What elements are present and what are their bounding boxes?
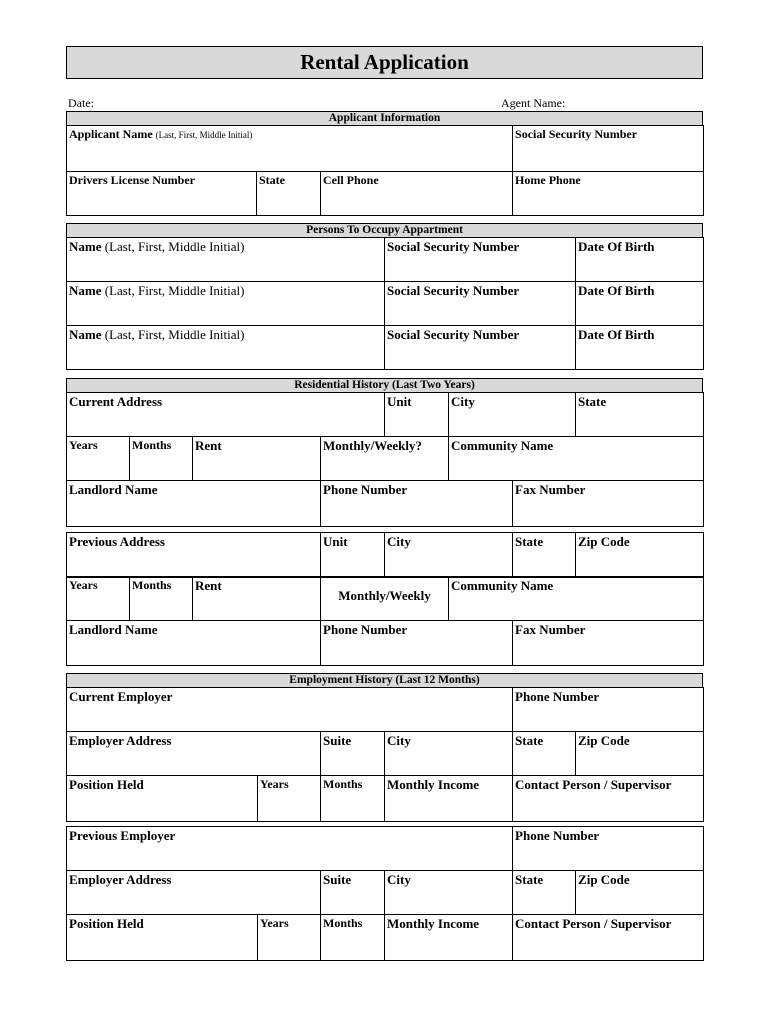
years-label: Years	[260, 777, 289, 791]
occupant-dob-label: Date Of Birth	[578, 239, 655, 254]
applicant-name-hint: (Last, First, Middle Initial)	[155, 130, 253, 140]
previous-landlord-phone-field[interactable]	[321, 621, 513, 666]
dl-state-label: State	[259, 173, 285, 187]
section-residential-history: Residential History (Last Two Years)	[66, 378, 703, 393]
zip-label: Zip Code	[578, 534, 630, 549]
applicant-ssn-field[interactable]	[513, 126, 704, 172]
dl-state-field[interactable]	[257, 172, 321, 216]
employer-address-label: Employer Address	[69, 733, 172, 748]
current-income-field[interactable]	[385, 776, 513, 822]
occupant-name-hint: (Last, First, Middle Initial)	[104, 283, 245, 298]
current-landlord-field[interactable]	[67, 481, 321, 527]
occupant-dob-label: Date Of Birth	[578, 283, 655, 298]
contact-person-label: Contact Person / Supervisor	[515, 916, 672, 931]
current-contact-field[interactable]	[513, 776, 704, 822]
residential-previous-details	[66, 576, 704, 621]
previous-employer-phone-field[interactable]	[513, 827, 704, 871]
current-employer-phone-field[interactable]	[513, 688, 704, 732]
residential-previous-table	[66, 532, 704, 578]
occupant-ssn-label: Social Security Number	[387, 327, 520, 342]
fax-number-label: Fax Number	[515, 622, 586, 637]
months-label: Months	[132, 578, 172, 592]
fax-number-label: Fax Number	[515, 482, 586, 497]
occupant-name-hint: (Last, First, Middle Initial)	[104, 239, 245, 254]
phone-number-label: Phone Number	[515, 828, 600, 843]
cell-phone-label: Cell Phone	[323, 173, 379, 187]
applicant-table	[66, 125, 704, 216]
state-label: State	[515, 872, 544, 887]
position-held-label: Position Held	[69, 777, 144, 792]
residential-previous-landlord	[66, 620, 704, 666]
applicant-name-field[interactable]	[67, 126, 513, 172]
previous-employer-label: Previous Employer	[69, 828, 176, 843]
landlord-name-label: Landlord Name	[69, 482, 158, 497]
occupant-dob-field[interactable]	[576, 282, 704, 326]
residential-current-landlord	[66, 480, 704, 527]
occupant-ssn-field[interactable]	[385, 238, 576, 282]
previous-monthly-weekly-field[interactable]	[321, 577, 449, 621]
current-months-field[interactable]	[130, 437, 193, 481]
occupant-dob-label: Date Of Birth	[578, 327, 655, 342]
previous-state-field[interactable]	[513, 533, 576, 578]
current-landlord-phone-field[interactable]	[321, 481, 513, 527]
previous-employer-state-field[interactable]	[513, 871, 576, 915]
previous-position-field[interactable]	[67, 915, 258, 961]
occupant-ssn-field[interactable]	[385, 326, 576, 370]
state-label: State	[578, 394, 607, 409]
previous-employer-zip-field[interactable]	[576, 871, 704, 915]
position-held-label: Position Held	[69, 916, 144, 931]
current-employer-label: Current Employer	[69, 689, 173, 704]
city-label: City	[451, 394, 475, 409]
occupant-name-label: Name	[69, 327, 102, 342]
previous-community-field[interactable]	[449, 577, 704, 621]
employment-current-table	[66, 687, 704, 822]
current-employer-state-field[interactable]	[513, 732, 576, 776]
years-label: Years	[69, 578, 98, 592]
previous-years-field[interactable]	[67, 577, 130, 621]
occupant-ssn-label: Social Security Number	[387, 283, 520, 298]
previous-unit-field[interactable]	[321, 533, 385, 578]
home-phone-label: Home Phone	[515, 173, 581, 187]
previous-suite-field[interactable]	[321, 871, 385, 915]
previous-address-field[interactable]	[67, 533, 321, 578]
current-employer-city-field[interactable]	[385, 732, 513, 776]
previous-landlord-field[interactable]	[67, 621, 321, 666]
drivers-license-field[interactable]	[67, 172, 257, 216]
occupant-name-label: Name	[69, 283, 102, 298]
zip-label: Zip Code	[578, 872, 630, 887]
city-label: City	[387, 534, 411, 549]
monthly-income-label: Monthly Income	[387, 777, 480, 792]
previous-landlord-fax-field[interactable]	[513, 621, 704, 666]
city-label: City	[387, 872, 411, 887]
current-address-field[interactable]	[67, 393, 385, 437]
section-persons-to-occupy: Persons To Occupy Appartment	[66, 223, 703, 238]
residential-current-details	[66, 436, 704, 481]
previous-job-months-field[interactable]	[321, 915, 385, 961]
current-address-label: Current Address	[69, 394, 163, 409]
current-monthly-weekly-field[interactable]	[321, 437, 449, 481]
contact-person-label: Contact Person / Supervisor	[515, 777, 672, 792]
current-position-field[interactable]	[67, 776, 258, 822]
community-name-label: Community Name	[451, 438, 554, 453]
current-employer-zip-field[interactable]	[576, 732, 704, 776]
months-label: Months	[132, 438, 172, 452]
current-unit-field[interactable]	[385, 393, 449, 437]
previous-city-field[interactable]	[385, 533, 513, 578]
occupant-name-field[interactable]	[67, 326, 385, 370]
current-years-field[interactable]	[67, 437, 130, 481]
previous-employer-address-field[interactable]	[67, 871, 321, 915]
date-label: Date:	[68, 96, 94, 110]
current-state-field[interactable]	[576, 393, 704, 437]
occupant-name-hint: (Last, First, Middle Initial)	[104, 327, 245, 342]
current-city-field[interactable]	[449, 393, 576, 437]
city-label: City	[387, 733, 411, 748]
phone-number-label: Phone Number	[323, 482, 408, 497]
months-label: Months	[323, 777, 363, 791]
current-job-years-field[interactable]	[258, 776, 321, 822]
occupants-table	[66, 237, 704, 370]
previous-employer-field[interactable]	[67, 827, 513, 871]
previous-job-years-field[interactable]	[258, 915, 321, 961]
previous-address-label: Previous Address	[69, 534, 165, 549]
current-rent-field[interactable]	[193, 437, 321, 481]
cell-phone-field[interactable]	[321, 172, 513, 216]
occupant-dob-field[interactable]	[576, 326, 704, 370]
current-suite-field[interactable]	[321, 732, 385, 776]
agent-name-label: Agent Name:	[501, 96, 566, 110]
section-applicant-information: Applicant Information	[66, 111, 703, 126]
current-landlord-fax-field[interactable]	[513, 481, 704, 527]
unit-label: Unit	[323, 534, 348, 549]
state-label: State	[515, 534, 544, 549]
months-label: Months	[323, 916, 363, 930]
suite-label: Suite	[323, 733, 352, 748]
employment-previous-table	[66, 826, 704, 961]
occupant-dob-field[interactable]	[576, 238, 704, 282]
applicant-name-label: Applicant Name	[69, 127, 153, 141]
monthly-income-label: Monthly Income	[387, 916, 480, 931]
form-title: Rental Application	[66, 46, 703, 79]
community-name-label: Community Name	[451, 578, 554, 593]
section-employment-history: Employment History (Last 12 Months)	[66, 673, 703, 688]
unit-label: Unit	[387, 394, 412, 409]
rent-label: Rent	[195, 578, 222, 593]
suite-label: Suite	[323, 872, 352, 887]
monthly-weekly-label: Monthly/Weekly	[338, 588, 431, 603]
phone-number-label: Phone Number	[323, 622, 408, 637]
phone-number-label: Phone Number	[515, 689, 600, 704]
residential-current-table	[66, 392, 704, 437]
current-community-field[interactable]	[449, 437, 704, 481]
previous-contact-field[interactable]	[513, 915, 704, 961]
occupant-name-field[interactable]	[67, 238, 385, 282]
applicant-ssn-label: Social Security Number	[515, 127, 638, 141]
monthly-weekly-label: Monthly/Weekly?	[323, 438, 422, 453]
zip-label: Zip Code	[578, 733, 630, 748]
occupant-name-field[interactable]	[67, 282, 385, 326]
drivers-license-label: Drivers License Number	[69, 173, 195, 187]
previous-months-field[interactable]	[130, 577, 193, 621]
current-employer-field[interactable]	[67, 688, 513, 732]
occupant-ssn-field[interactable]	[385, 282, 576, 326]
previous-income-field[interactable]	[385, 915, 513, 961]
previous-rent-field[interactable]	[193, 577, 321, 621]
state-label: State	[515, 733, 544, 748]
current-employer-address-field[interactable]	[67, 732, 321, 776]
occupant-ssn-label: Social Security Number	[387, 239, 520, 254]
landlord-name-label: Landlord Name	[69, 622, 158, 637]
years-label: Years	[69, 438, 98, 452]
occupant-name-label: Name	[69, 239, 102, 254]
years-label: Years	[260, 916, 289, 930]
home-phone-field[interactable]	[513, 172, 704, 216]
previous-zip-field[interactable]	[576, 533, 704, 578]
rent-label: Rent	[195, 438, 222, 453]
current-job-months-field[interactable]	[321, 776, 385, 822]
employer-address-label: Employer Address	[69, 872, 172, 887]
previous-employer-city-field[interactable]	[385, 871, 513, 915]
